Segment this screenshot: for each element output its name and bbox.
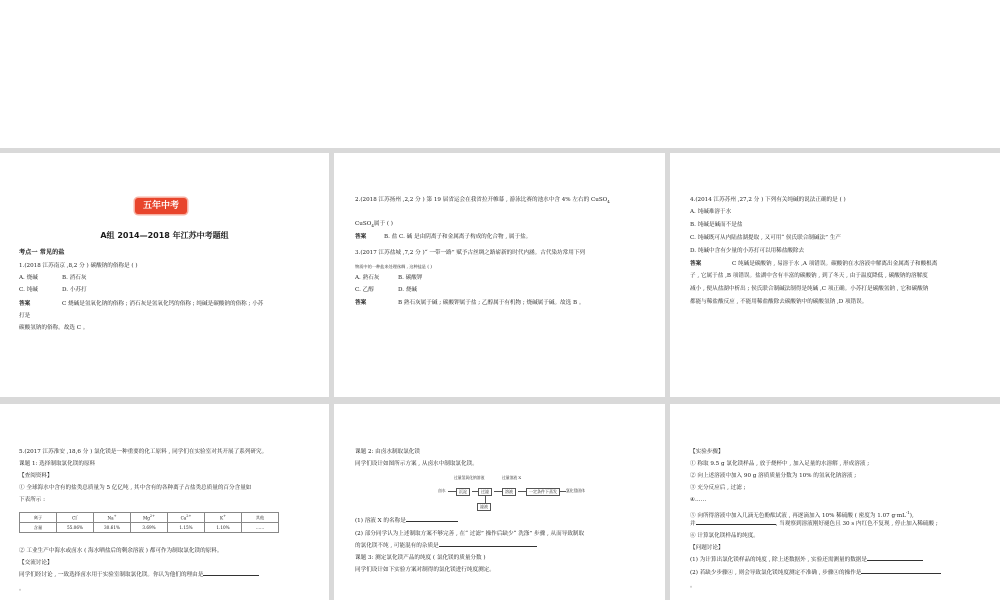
five-year-exam-badge: 五年中考 [135, 198, 187, 214]
answer-blank[interactable] [867, 560, 923, 561]
flow-arrow [518, 491, 526, 492]
table-header-row [20, 513, 279, 523]
table-cell: …… [242, 523, 279, 533]
topic-3-title: 课题 3: 测定氯化镁产品的纯度 ( 氯化镁的质量分数 ) [355, 555, 486, 561]
step-2: ② 向上述溶液中加入 90 g 溶质质量分数为 10% 的氢氧化钠溶液 ; [690, 473, 857, 479]
q3-answer: B 熟石灰属于碱 ; 碳酸钾属于盐 ; 乙醇属于有机物 ; 烧碱属于碱。故选 B 。 [398, 300, 585, 306]
flow-arrow [494, 491, 502, 492]
q4-option-c: C. 纯碱既可从内陆盐湖提取 , 又可用“ 侯氏联合制碱法” 生产 [690, 235, 841, 241]
q4-answer-line-4: 都能与稀盐酸反应 , 不能用稀盐酸除去碳酸钠中的碳酸氢钠 ,D 项错误。 [690, 299, 868, 305]
q4-answer-line-3: 减小 , 便从盐湖中析出 ; 侯氏联合制碱法制得是纯碱 ,C 项正确。小苏打是碳酸氢钠 , 它和碳酸钠 [690, 286, 929, 292]
flow-step-evaporate: 一定条件下蒸发 [526, 488, 560, 496]
section-title: 考点一 常见的盐 [19, 249, 65, 256]
q4-answer-label: 答案 [690, 261, 702, 267]
table-row [20, 523, 279, 533]
table-header-cell: K+ [205, 513, 242, 523]
step-4: ④…… [690, 497, 707, 503]
q1-answer-line-2: 打是 [19, 313, 31, 319]
flow-step-filter: 过滤 [478, 488, 492, 496]
q4-answer-line-2: 子 , 它属于盐 ,B 项错误。盐湖中含有丰富的碳酸钠 , 到了冬天 , 由于温度降低 , 碳酸钠的溶解度 [690, 273, 928, 279]
answer-blank[interactable] [406, 521, 458, 522]
group-title: A组 2014—2018 年江苏中考题组 [100, 231, 229, 240]
slide-2[interactable] [334, 153, 665, 397]
q5-line-8: 同学们经讨论 , 一致选择卤水用于实验室制取氯化镁。你认为他们的理由是 [19, 572, 259, 579]
slide-4[interactable] [0, 404, 329, 600]
slide-3[interactable] [670, 153, 1000, 397]
q4-option-a: A. 纯碱难溶于水 [690, 209, 732, 215]
q1-option-b: B. 消石灰 [62, 275, 87, 281]
discussion-title: 【问题讨论】 [690, 545, 724, 551]
slide-6[interactable] [670, 404, 1000, 600]
answer-blank[interactable] [203, 575, 259, 576]
flow-arrow-down [485, 495, 486, 503]
answer-blank[interactable] [439, 546, 537, 547]
q1-option-a: A. 烧碱 [19, 275, 38, 281]
flow-step-filtrate: 滤液 [477, 503, 491, 511]
q1-option-c: C. 纯碱 [19, 287, 38, 293]
table-header-cell: $Mg^{2+}$ [131, 513, 168, 523]
q2-stem-line-1: 2.(2018 江苏扬州 ,2,2 分 ) 第 19 届省运会在我省拉开帷幕 , 游泳比赛的池水中含 4% 左右的 CuSO$_4$ [355, 197, 610, 205]
steps-title: 【实验步骤】 [690, 449, 724, 455]
q5-line-9: 。 [19, 586, 25, 592]
flow-reagent-label-1: 过量氢氧化钠溶液 [454, 475, 485, 480]
q3-option-d: D. 烧碱 [398, 287, 418, 293]
topic-2-title: 课题 2: 由卤水制取氯化镁 [355, 449, 420, 455]
table-header-cell: Na+ [94, 513, 131, 523]
q4-option-b: B. 纯碱是碱而不是盐 [690, 222, 743, 228]
q4-option-d: D. 纯碱中含有少量的小苏打可以用稀盐酸除去 [690, 248, 805, 254]
flow-reagent-label-2: 过量溶液 X [502, 475, 522, 480]
q5-line-4: ① 全球海水中含有的盐类总质量为 5 亿亿吨 , 其中含有的各种离子占盐类总质量的百分含量如 [19, 485, 252, 491]
topic-2-q2-line-1: (2) 部分同学认为上述制取方案不够完善 , 在“ 过滤” 操作后缺少“ 洗涤” 步骤 , 从而导致制取 [355, 531, 585, 537]
discussion-q2: (2) 若缺少步骤④ , 则会导致氯化镁纯度测定不准确 , 步骤④的操作是 [690, 570, 941, 577]
table-cell: 1.15% [168, 523, 205, 533]
flow-end: 氯化镁固体 [566, 488, 585, 493]
table-cell: 3.69% [131, 523, 168, 533]
q1-stem: 1.(2018 江苏南京 ,8,2 分 ) 碳酸钠的俗称是 ( ) [19, 263, 138, 269]
q3-answer-label: 答案 [355, 300, 367, 306]
q3-stem-line-2: 物质中的一种盐来处理丝绸 , 这种盐是 ( ) [355, 264, 432, 269]
q5-line-5: 下表所示 : [19, 497, 46, 503]
q5-line-6: ② 工业生产中海水或卤水 ( 海水晒盐后的剩余溶液 ) 都可作为制取氯化镁的原料。 [19, 548, 223, 554]
flow-step-solution: 溶液 [502, 488, 516, 496]
discussion-q1: (1) 为计算出氯化镁样品的纯度 , 除上述数据外 , 实验还需测量的数据是 [690, 557, 923, 564]
discussion-q2-end: 。 [690, 583, 696, 589]
table-header-cell: 其他 [242, 513, 279, 523]
q5-line-1: 5.(2017 江苏淮安 ,18,6 分 ) 氯化镁是一种重要的化工原料 , 同学们在实验室对其开展了系列研究。 [19, 449, 268, 455]
q3-stem-line-1: 3.(2017 江苏盐城 ,7,2 分 )“ 一带一路” 赋予古丝绸之路崭新的时代内涵。古代染坊常用下列 [355, 250, 586, 256]
step-1: ① 称取 9.5 g 氯化镁样品 , 放于烧杯中 , 加入足量的水溶解 , 形成溶液 ; [690, 461, 870, 467]
answer-blank[interactable] [696, 524, 776, 525]
q1-option-d: D. 小苏打 [62, 287, 87, 293]
q1-answer-line-3: 碳酸氢钠的俗称。故选 C 。 [19, 325, 89, 331]
topic-2-q1: (1) 溶液 X 的名称是 [355, 518, 458, 525]
q3-option-a: A. 熟石灰 [355, 275, 380, 281]
answer-blank[interactable] [861, 573, 941, 574]
flow-step-precipitate: 沉淀 [456, 488, 470, 496]
flow-arrow [448, 491, 456, 492]
table-header-cell: 离子 [20, 513, 57, 523]
q3-option-b: B. 碳酸钾 [398, 275, 423, 281]
slide-5[interactable] [334, 404, 665, 600]
q5-line-2: 课题 1: 选择制取氯化镁的原料 [19, 461, 96, 467]
slide-1[interactable] [0, 153, 329, 397]
q2-stem-line-2: CuSO$_4$属于 ( ) [355, 221, 393, 229]
q2-answer: B. 盐 C. 碱 是由阴离子和金属离子构成的化合物 , 属于盐。 [384, 234, 532, 240]
table-cell: 30.61% [94, 523, 131, 533]
table-cell: 含量 [20, 523, 57, 533]
blank-top-strip [0, 0, 1000, 148]
flow-start: 卤水 [438, 488, 446, 493]
q3-option-c: C. 乙醇 [355, 287, 374, 293]
step-5-continued: 并 , 当观察到溶液刚好褪色且 30 s 内红色不复现 , 停止加入稀硫酸 ; [690, 521, 938, 527]
topic-3-intro: 同学们设计如下实验方案对制得的氯化镁进行纯度测定。 [355, 567, 495, 573]
step-5: ⑤ 向所得溶液中加入几滴无色酚酞试液 , 再逐滴加入 10% 稀硫酸 ( 密度为 1.07 $g\cdot mL^{-1}$), [690, 510, 914, 519]
q4-answer-line-1: C 纯碱是碳酸钠 , 易溶于水 ,A 项错误。碳酸钠在水溶液中解离出金属离子和酸根离 [732, 261, 938, 267]
table-header-cell: $Ca^{2+}$ [168, 513, 205, 523]
topic-2-intro: 同学们设计如图所示方案 , 从卤水中制取氯化镁。 [355, 461, 478, 467]
q4-stem: 4.(2014 江苏苏州 ,27,2 分 ) 下列有关纯碱的说法正确的是 ( ) [690, 197, 846, 203]
q1-answer-line-1: C 烧碱是氢氧化钠的俗称 ; 消石灰是氢氧化钙的俗称 ; 纯碱是碳酸钠的俗称 ; 小苏 [62, 301, 264, 307]
topic-2-q2-line-2: 的氯化镁不纯 , 可能混有的杂质是 [355, 543, 537, 550]
ion-content-table [19, 512, 279, 533]
step-6: ⑥ 计算氯化镁样品的纯度。 [690, 533, 759, 539]
table-header-cell: Cl- [57, 513, 94, 523]
q5-line-7: 【交流讨论】 [19, 560, 53, 566]
answer-label: 答案 [19, 301, 31, 307]
step-3: ③ 充分反应后 , 过滤 ; [690, 485, 746, 491]
table-cell: 1.10% [205, 523, 242, 533]
table-cell: 55.06% [57, 523, 94, 533]
q5-line-3: 【查阅资料】 [19, 473, 53, 479]
q2-answer-label: 答案 [355, 234, 367, 240]
